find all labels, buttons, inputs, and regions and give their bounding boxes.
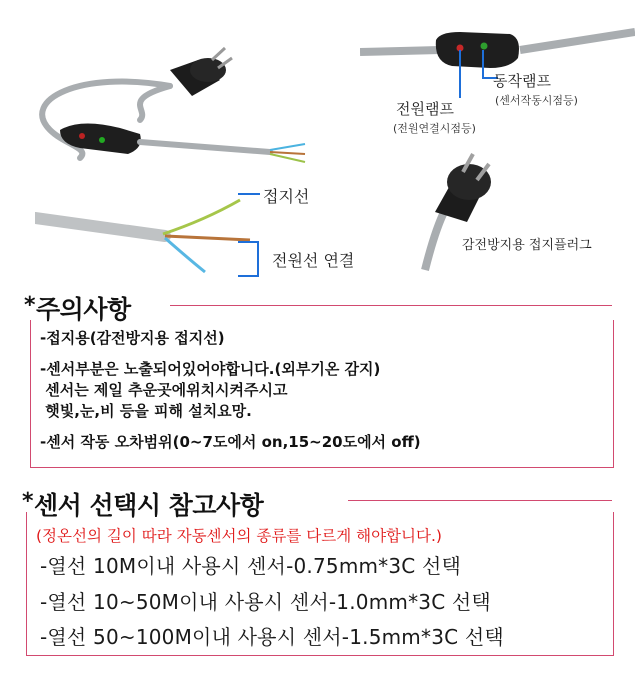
selection-item-2: -열선 10~50M이내 사용시 센서-1.0mm*3C 선택 [40, 590, 491, 614]
action-lamp-label: 동작램프 [493, 72, 551, 90]
caution-title: *주의사항 [24, 293, 131, 324]
power-wire-label: 전원선 연결 [272, 251, 355, 270]
plug-label: 감전방지용 접지플러그 [462, 238, 592, 253]
power-lamp-label: 전원램프 [396, 100, 454, 118]
selection-title-rule [348, 500, 612, 501]
caution-title-rule [170, 305, 612, 306]
action-lamp-sublabel: (센서작동시점등) [495, 94, 578, 107]
wire-detail-image [35, 180, 265, 280]
caution-line-3: 센서는 제일 추운곳에위치시켜주시고 [40, 381, 288, 399]
caution-line-4: 햇빛,눈,비 등을 피해 설치요망. [40, 402, 252, 420]
caution-line-2: -센서부분은 노출되어있어야합니다.(외부기온 감지) [40, 360, 381, 378]
cable-controller-image [20, 30, 320, 180]
ground-plug-image [405, 150, 520, 275]
caution-line-1: -접지용(감전방지용 접지선) [40, 329, 225, 347]
selection-item-3: -열선 50~100M이내 사용시 센서-1.5mm*3C 선택 [40, 625, 504, 649]
selection-title: *센서 선택시 참고사항 [22, 489, 264, 520]
selection-item-1: -열선 10M이내 사용시 센서-0.75mm*3C 선택 [40, 554, 462, 578]
caution-line-5: -센서 작동 오차범위(0~7도에서 on,15~20도에서 off) [40, 433, 421, 451]
selection-note: (정온선의 길이 따라 자동센서의 종류를 다르게 해야합니다.) [36, 527, 442, 545]
power-lamp-sublabel: (전원연결시점등) [393, 122, 476, 135]
ground-wire-label: 접지선 [263, 187, 310, 206]
